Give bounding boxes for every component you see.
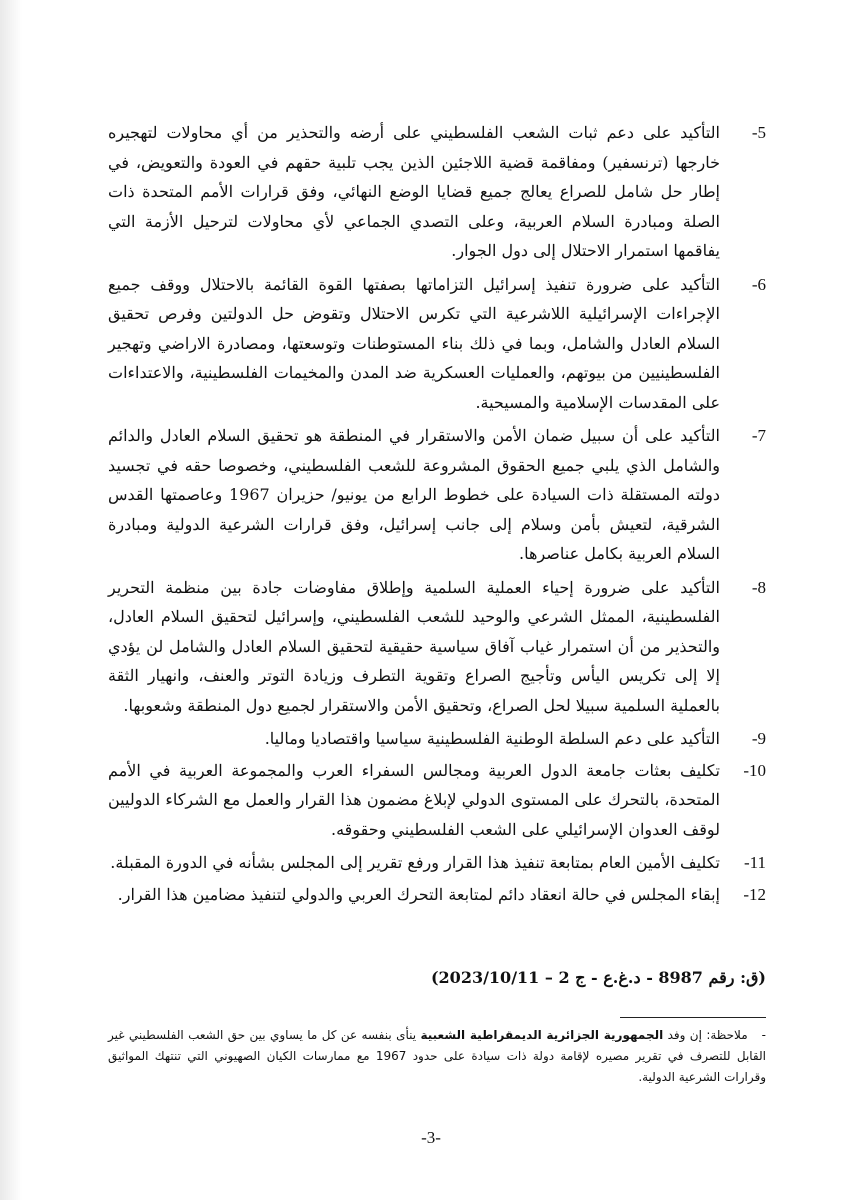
item-number: -9 <box>751 729 766 748</box>
page-number: -3- <box>421 1128 441 1147</box>
item-text: التأكيد على ضرورة إحياء العملية السلمية وإطلاق مفاوضات جادة بين منظمة التحرير الفلسطينية، الممثل الشرعي والوحيد للشعب الفلسطيني، وإسرائيل لتحقيق السلام العادل، والتحذير من أن استمرار غياب آفاق سياسية حقيقية لتحقيق السلام العادل والشامل لن يؤدي إلا إلى تكريس اليأس وتأجيج الصراع وتقوية التطرف وزيادة التوتر والعنف، وانهيار الثقة بالعملية السلمية سبيلا لحل الصراع، وتحقيق الأمن والاستقرار لجميع دول المنطقة وشعوبها. <box>108 577 720 715</box>
item-text: التأكيد على دعم السلطة الوطنية الفلسطينية سياسيا واقتصاديا وماليا. <box>264 729 720 748</box>
resolution-item-8 <box>108 573 766 721</box>
item-text: التأكيد على ضرورة تنفيذ إسرائيل التزاماتها بصفتها القوة القائمة بالاحتلال ووقف جميع الإجراءات الإسرائيلية اللاشرعية التي تكرس الاحتلال وتقوض حل الدولتين وفرص تحقيق السلام العادل والشامل، وبما في ذلك بناء المستوطنات وتوسعتها، ومصادرة الاراضي وتهجير الفلسطينيين من بيوتهم، والعمليات العسكرية ضد المدن والمخيمات الفلسطينية، والاعتداءات على المقدسات الإسلامية والمسيحية. <box>108 274 721 412</box>
resolution-reference: (ق: رقم 8987 - د.غ.ع - ج 2 – 2023/10/11) <box>430 968 766 987</box>
item-number: -6 <box>751 274 766 294</box>
item-text: تكليف الأمين العام بمتابعة تنفيذ هذا القرار ورفع تقرير إلى المجلس بشأنه في الدورة المقبلة. <box>110 853 720 872</box>
item-number: -12 <box>743 884 766 904</box>
footnote-separator <box>620 1017 766 1018</box>
resolution-item-7 <box>108 421 766 569</box>
item-text: تكليف بعثات جامعة الدول العربية ومجالس السفراء العرب والمجموعة العربية في الأمم المتحدة، بالتحرك على المستوى الدولي لإبلاغ مضمون هذا القرار والعمل مع الشركاء الدوليين لوقف العدوان الإسرائيلي على الشعب الفلسطيني وحقوقه. <box>108 760 720 839</box>
resolution-item-9 <box>108 724 766 754</box>
resolution-item-10 <box>108 756 766 845</box>
item-text: التأكيد على دعم ثبات الشعب الفلسطيني على أرضه والتحذير من أي محاولات لتهجيره خارجها (ترنسفير) ومفاقمة قضية اللاجئين الذين يجب تلبية حقهم في العودة والتعويض، في إطار حل شامل للصراع يعالج جميع قضايا الوضع النهائي، وفق قرارات الأمم المتحدة ذات الصلة ومبادرة السلام العربية، وعلى التصدي الجماعي لأي محاولات لترحيل الأزمة التي يفاقمها استمرار الاحتلال إلى دول الجوار. <box>108 123 721 260</box>
footnote-dash: - <box>761 1028 766 1042</box>
footnote-label: ملاحظة: إن وفد <box>667 1028 748 1042</box>
footnote <box>108 1025 766 1088</box>
resolution-item-6 <box>108 270 766 418</box>
resolution-items-list <box>108 118 766 911</box>
resolution-item-5 <box>108 118 766 266</box>
resolution-item-12 <box>108 880 766 910</box>
resolution-item-11 <box>108 848 766 878</box>
item-text: إبقاء المجلس في حالة انعقاد دائم لمتابعة التحرك العربي والدولي لتنفيذ مضامين هذا القرار. <box>117 884 720 904</box>
item-number: -8 <box>751 577 766 597</box>
item-number: -5 <box>751 123 766 142</box>
item-number: -11 <box>743 853 766 872</box>
item-text: التأكيد على أن سبيل ضمان الأمن والاستقرار في المنطقة هو تحقيق السلام العادل والدائم والشامل الذي يلبي جميع الحقوق المشروعة للشعب الفلسطيني، وخصوصا حقه في تجسيد دولته المستقلة ذات السيادة على خطوط الرابع من يونيو/ حزيران 1967 وعاصمتها القدس الشرقية، لتعيش بأمن وسلام إلى جانب إسرائيل، وفق قرارات الشرعية الدولية ومبادرة السلام العربية بكامل عناصرها. <box>108 426 721 563</box>
item-number: -7 <box>751 426 766 445</box>
footnote-bold-text: الجمهورية الجزائرية الديمقراطية الشعبية <box>420 1028 664 1042</box>
page-edge-shadow <box>0 0 22 1200</box>
footnote-rest: ينأى بنفسه عن كل ما يساوي بين حق الشعب الفلسطيني غير القابل للتصرف في تقرير مصيره لإقامة دولة ذات سيادة على حدود 1967 مع ممارسات الكيان الصهيوني التي تنتهك المواثيق وقرارات الشرعية الدولية. <box>108 1028 766 1084</box>
item-number: -10 <box>743 760 766 780</box>
